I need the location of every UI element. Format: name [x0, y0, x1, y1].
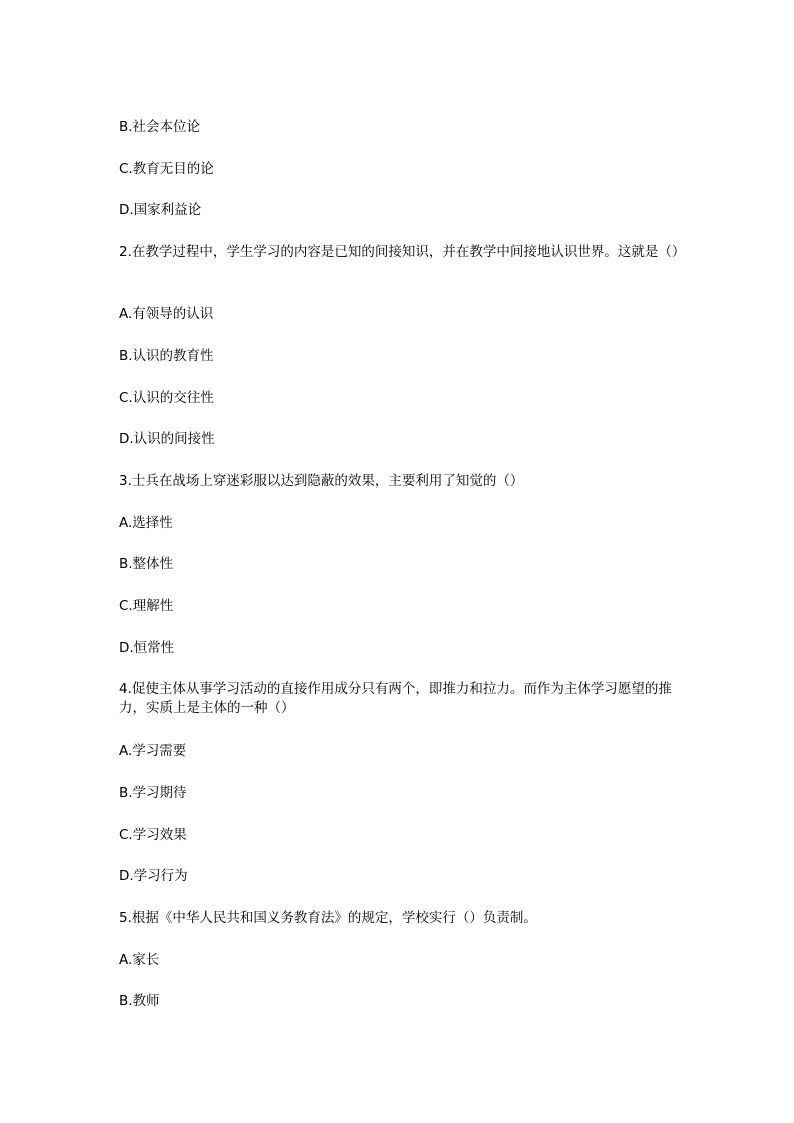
option-text: D.认识的间接性 — [119, 431, 215, 447]
option-text: C.认识的交往性 — [119, 390, 214, 406]
question-text: 4.促使主体从事学习活动的直接作用成分只有两个，即推力和拉力。而作为主体学习愿望的推力，实质上是主体的一种（） — [119, 681, 672, 716]
option-text: A.家长 — [119, 952, 160, 968]
option-text: B.教师 — [119, 993, 160, 1009]
question-text: 3.士兵在战场上穿迷彩服以达到隐蔽的效果，主要利用了知觉的（） — [119, 473, 524, 489]
option-text: B.认识的教育性 — [119, 348, 214, 364]
option-text: C.教育无目的论 — [119, 161, 214, 177]
option-text: A.选择性 — [119, 515, 173, 531]
option-text: D.恒常性 — [119, 640, 175, 656]
option-text: D.国家利益论 — [119, 202, 202, 218]
option-text: D.学习行为 — [119, 868, 188, 884]
option-text: B.整体性 — [119, 556, 174, 572]
option-text: A.有领导的认识 — [119, 306, 214, 322]
option-text: C.学习效果 — [119, 827, 187, 843]
option-text: C.理解性 — [119, 598, 174, 614]
option-text: A.学习需要 — [119, 743, 187, 759]
question-text: 2.在教学过程中，学生学习的内容是已知的间接知识，并在教学中间接地认识世界。这就是（） — [119, 244, 686, 260]
option-text: B.学习期待 — [119, 785, 187, 801]
question-text: 5.根据《中华人民共和国义务教育法》的规定，学校实行（）负责制。 — [119, 910, 537, 926]
option-text: B.社会本位论 — [119, 119, 201, 135]
